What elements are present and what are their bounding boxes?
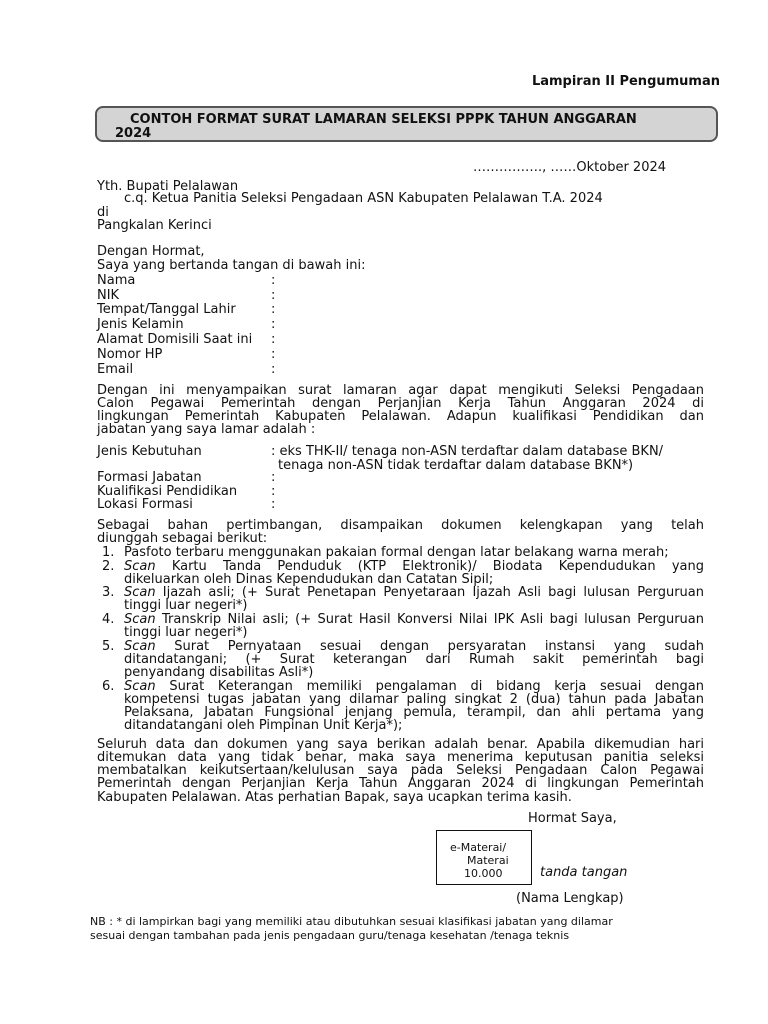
list-item-5-line-2: ditandatangani; (+ Surat keterangan dari Rumah sakit pemerintah bagi [124, 652, 704, 667]
need-type-value-1: : eks THK-II/ tenaga non-ASN terdaftar dalam database BKN/ [271, 444, 664, 459]
field-colon: : [271, 484, 276, 499]
list-number: 6. [102, 679, 115, 694]
list-item-6-line-1: Scan Surat Keterangan memiliki pengalaman di bidang kerja sesuai dengan [124, 679, 704, 694]
list-item-6-line-3: Pelaksana, Jabatan Fungsional jenjang pemula, terampil, dan ahli pertama yang [124, 705, 704, 720]
list-number: 4. [102, 612, 115, 627]
field-label-phone: Nomor HP [97, 347, 163, 362]
para3-line-3: membatalkan keikutsertaan/kelulusan saya pada Seleksi Pengadaan Calon Pegawai [97, 763, 704, 778]
field-colon: : [271, 470, 276, 485]
list-item-2-line-2: dikeluarkan oleh Dinas Kependudukan dan Catatan Sipil; [124, 572, 494, 587]
intro-text: Saya yang bertanda tangan di bawah ini: [97, 258, 366, 273]
list-item-3-line-1: Scan Ijazah asli; (+ Surat Penetapan Penyetaraan Ijazah Asli bagi lulusan Perguruan [124, 585, 704, 600]
footnote-line-2: sesuai dengan tambahan pada jenis pengadaan guru/tenaga kesehatan /tenaga teknis [90, 929, 570, 942]
para2-line-2: diunggah sebagai berikut: [97, 531, 268, 546]
para1-line-3: lingkungan Pemerintah Kabupaten Pelalawan. Adapun kualifikasi Pendidikan dan [97, 409, 704, 424]
field-label-address: Alamat Domisili Saat ini [97, 332, 253, 347]
field-label-nama: Nama [97, 273, 136, 288]
scan-word: Scan [124, 559, 156, 574]
list-item-6-line-4: ditandatangani oleh Pimpinan Unit Kerja*); [124, 718, 403, 733]
recipient-line-2: c.q. Ketua Panitia Seleksi Pengadaan ASN Kabupaten Pelalawan T.A. 2024 [124, 191, 603, 206]
list-item-4-line-2: tinggi luar negeri*) [124, 625, 248, 640]
field-colon: : [271, 317, 276, 332]
field-colon: : [271, 362, 276, 377]
field-label-ttl: Tempat/Tanggal Lahir [97, 302, 236, 317]
para3-line-5: Kabupaten Pelalawan. Atas perhatian Bapak, saya ucapkan terima kasih. [97, 790, 572, 805]
title-banner [95, 106, 718, 142]
field-colon: : [271, 332, 276, 347]
field-colon: : [271, 273, 276, 288]
list-item-3-line-2: tinggi luar negeri*) [124, 598, 248, 613]
stamp-line-1: e-Materai/ [450, 841, 507, 854]
recipient-line-1: Yth. Bupati Pelalawan [97, 179, 239, 194]
para3-line-4: Pemerintah dengan Perjanjian Kerja Tahun Anggaran 2024 di lingkungan Pemerintah [97, 776, 704, 791]
field-label-need-type: Jenis Kebutuhan [97, 444, 202, 459]
scan-word: Scan [124, 679, 156, 694]
footnote-line-1: NB : * di lampirkan bagi yang memiliki atau dibutuhkan sesuai klasifikasi jabatan yang dilamar [90, 915, 613, 928]
para1-line-1: Dengan ini menyampaikan surat lamaran agar dapat mengikuti Seleksi Pengadaan [97, 383, 704, 398]
para3-line-2: ditemukan data yang tidak benar, maka saya menerima keputusan panitia seleksi [97, 750, 704, 765]
stamp-line-2: Materai [467, 854, 509, 867]
list-item-5-line-3: penyandang disabilitas Asli*) [124, 665, 314, 680]
list-number: 2. [102, 559, 115, 574]
field-label-nik: NIK [97, 288, 120, 303]
list-item-6-line-2: kompetensi tugas jabatan yang dilamar paling singkat 2 (dua) tahun pada Jabatan [124, 692, 704, 707]
field-colon: : [271, 497, 276, 512]
stamp-line-3: 10.000 [464, 867, 503, 880]
full-name-placeholder: (Nama Lengkap) [516, 891, 624, 906]
scan-word: Scan [124, 585, 156, 600]
title-line-2: 2024 [115, 126, 152, 141]
para3-line-1: Seluruh data dan dokumen yang saya berikan adalah benar. Apabila dikemudian hari [97, 737, 704, 752]
para1-line-2: Calon Pegawai Pemerintah dengan Perjanjian Kerja Tahun Anggaran 2024 di [97, 396, 704, 411]
list-item-1: Pasfoto terbaru menggunakan pakaian formal dengan latar belakang warna merah; [124, 545, 669, 560]
list-number: 5. [102, 639, 115, 654]
para1-line-4: jabatan yang saya lamar adalah : [97, 422, 316, 437]
list-number: 1. [102, 545, 115, 560]
attachment-label: Lampiran II Pengumuman [531, 74, 720, 89]
scan-word: Scan [124, 612, 156, 627]
scan-word: Scan [124, 639, 156, 654]
greeting: Dengan Hormat, [97, 244, 205, 259]
para2-line-1: Sebagai bahan pertimbangan, disampaikan dokumen kelengkapan yang telah [97, 518, 704, 533]
field-colon: : [271, 347, 276, 362]
field-colon: : [271, 302, 276, 317]
closing-salutation: Hormat Saya, [528, 811, 617, 826]
field-label-qualification: Kualifikasi Pendidikan [97, 484, 238, 499]
list-item-4-line-1: Scan Transkrip Nilai asli; (+ Surat Hasil Konversi Nilai IPK Asli bagi lulusan Perguruan [124, 612, 704, 627]
stamp-duty-box [436, 830, 532, 885]
signature-placeholder: tanda tangan [540, 865, 628, 880]
field-label-gender: Jenis Kelamin [97, 317, 184, 332]
date-line: ……………., ……Oktober 2024 [473, 160, 667, 175]
need-type-value-2: tenaga non-ASN tidak terdaftar dalam database BKN*) [278, 458, 634, 473]
field-label-email: Email [97, 362, 134, 377]
recipient-line-4: Pangkalan Kerinci [97, 218, 212, 233]
list-item-5-line-1: Scan Surat Pernyataan sesuai dengan persyaratan instansi yang sudah [124, 639, 704, 654]
title-line-1: CONTOH FORMAT SURAT LAMARAN SELEKSI PPPK TAHUN ANGGARAN [130, 112, 637, 127]
field-label-location: Lokasi Formasi [97, 497, 193, 512]
list-item-2-line-1: Scan Kartu Tanda Penduduk (KTP Elektronik)/ Biodata Kependudukan yang [124, 559, 704, 574]
field-label-formation: Formasi Jabatan [97, 470, 202, 485]
recipient-line-3: di [97, 205, 109, 220]
list-number: 3. [102, 585, 115, 600]
field-colon: : [271, 288, 276, 303]
